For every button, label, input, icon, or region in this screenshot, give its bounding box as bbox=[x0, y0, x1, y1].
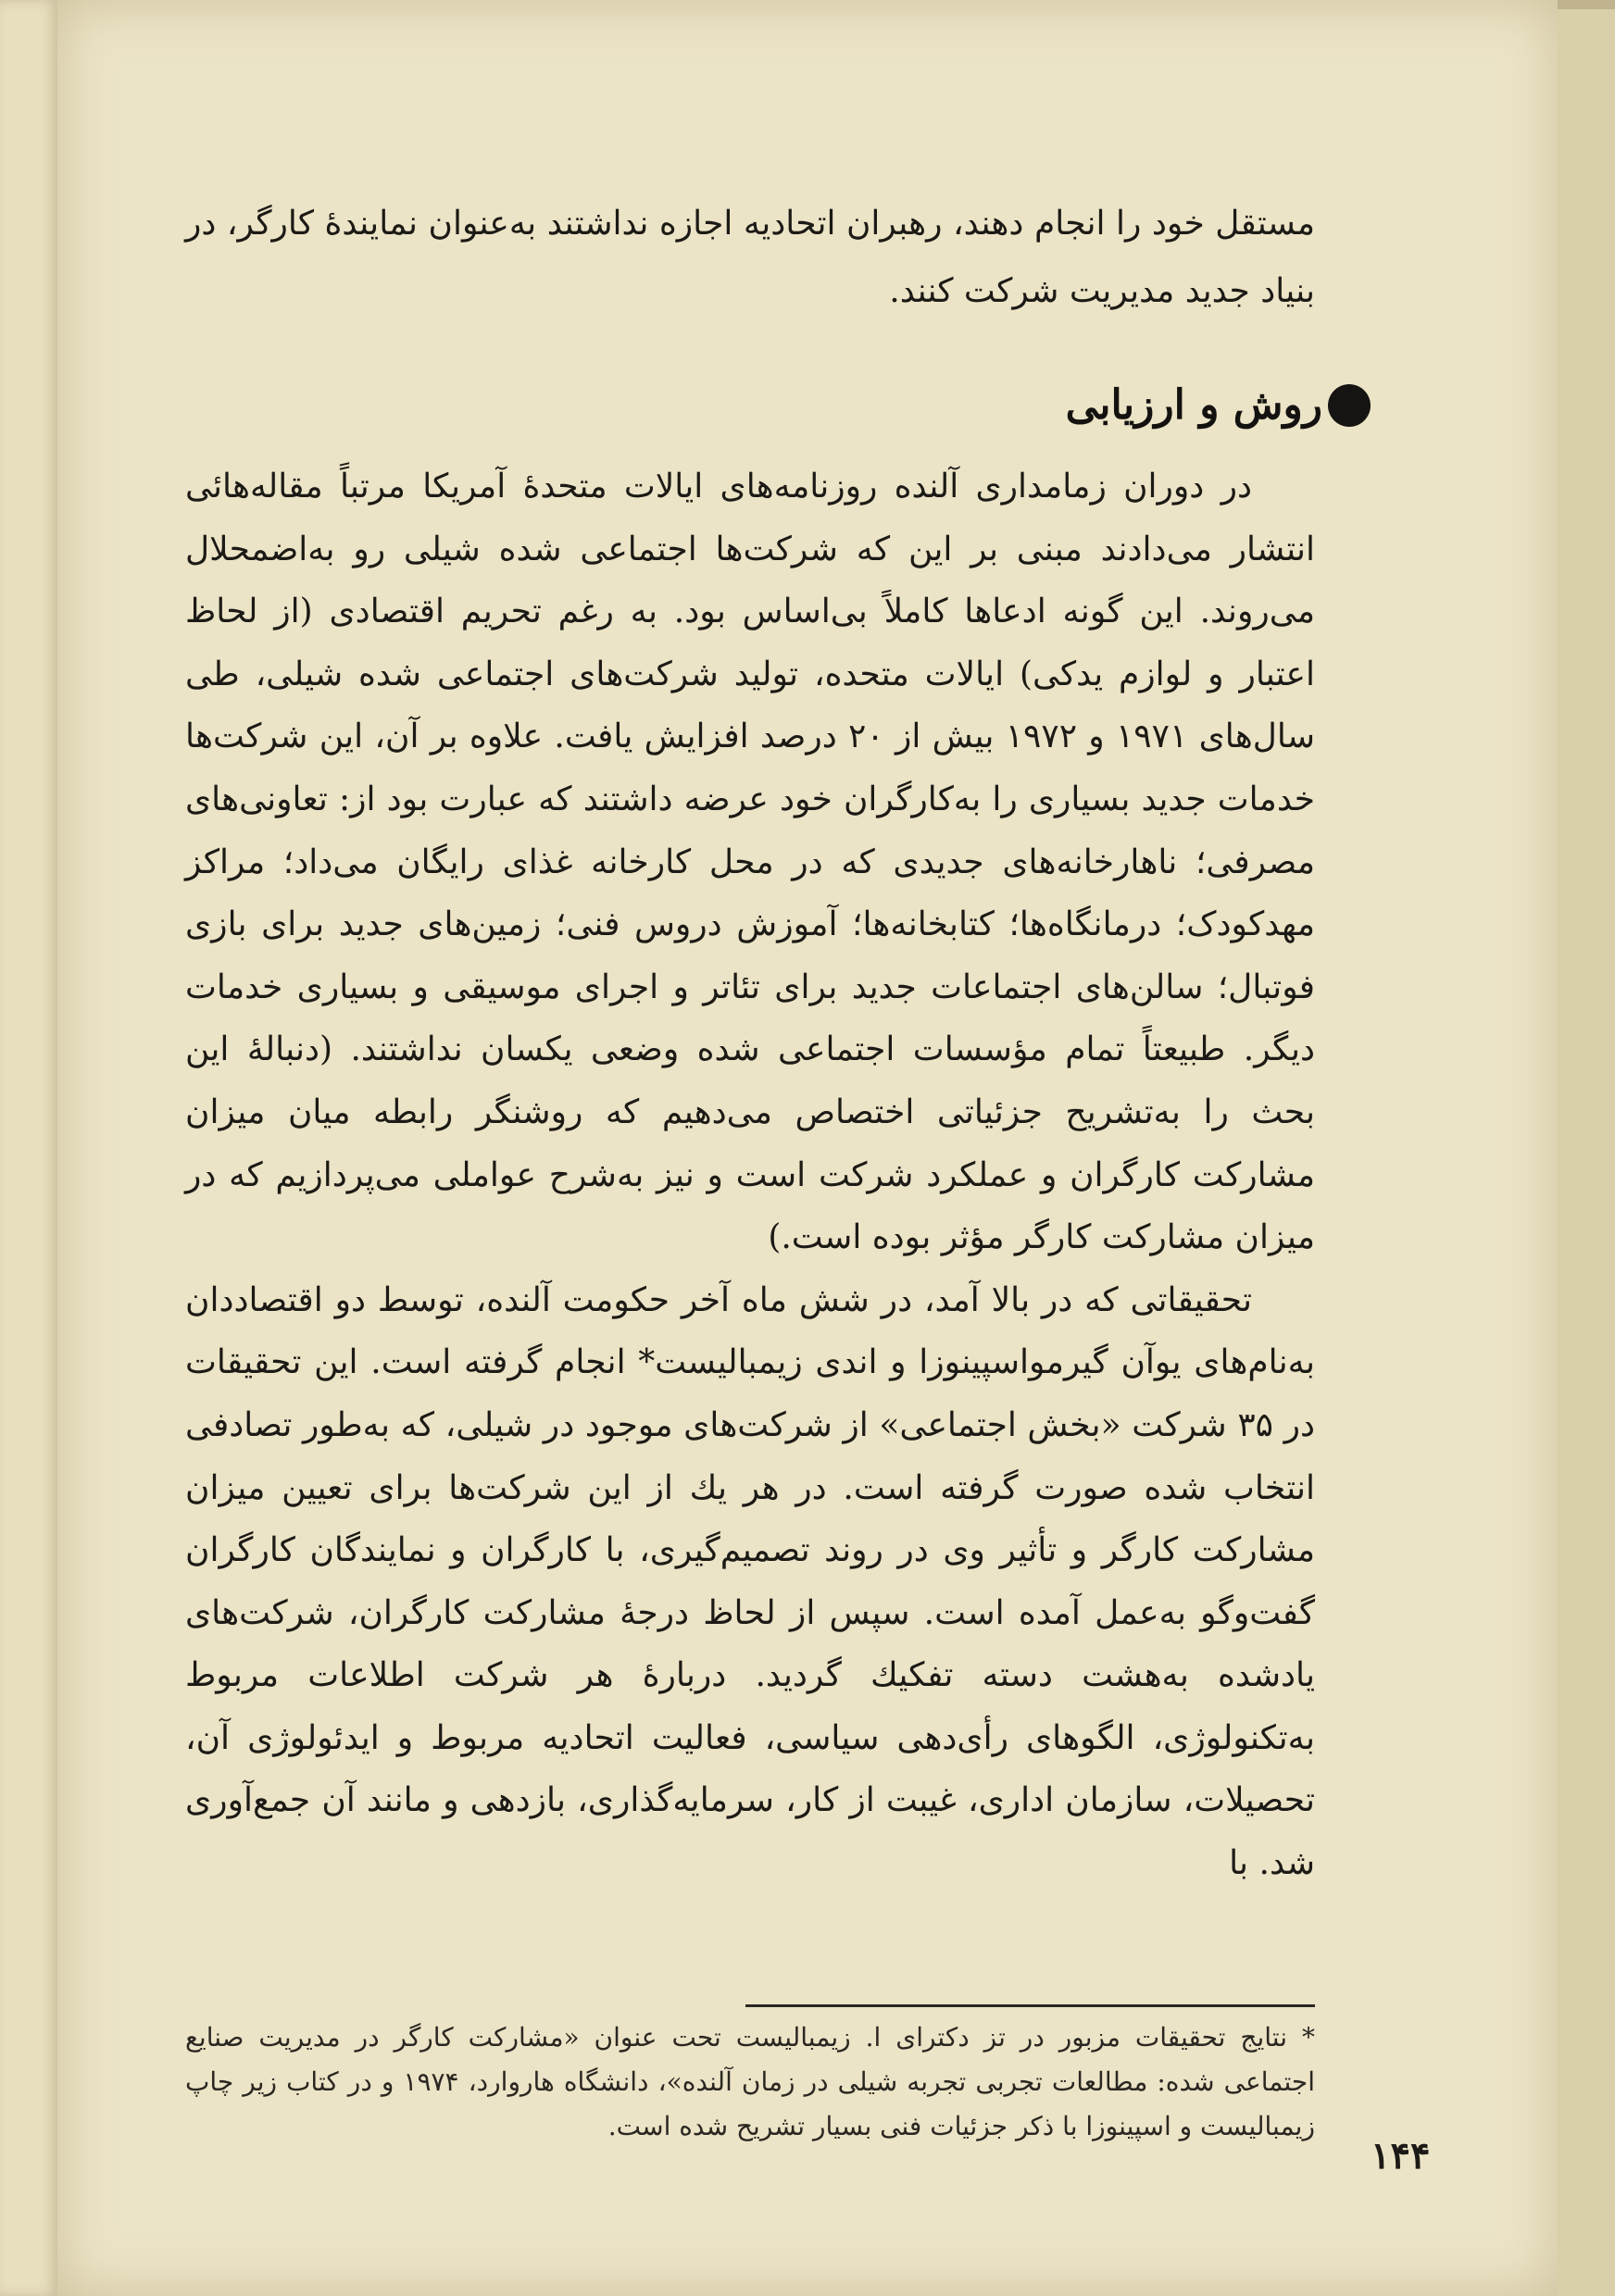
footnote-divider bbox=[745, 2004, 1315, 2007]
intro-paragraph: مستقل خود را انجام دهند، رهبران اتحادیه اجازه نداشتند به‌عنوان نمایندهٔ کارگر، در بنیاد جدید مدیریت شرکت کنند. bbox=[185, 205, 1315, 310]
section-heading bbox=[1066, 381, 1371, 429]
bullet-icon bbox=[1328, 384, 1371, 427]
footnote: * نتایج تحقیقات مزبور در تز دکترای ا. زیمبالیست تحت عنوان «مشارکت کارگر در مدیریت صنایع اجتماعی شده: مطالعات تجربی تجربه شیلی در زمان آلنده»، دانشگاه هاروارد، ۱۹۷۴ و در کتاب زیر چاپ زیمبالیست و اسپینوزا با ذکر جزئیات فنی بسیار تشریح شده است. bbox=[185, 2022, 1315, 2141]
page-number: ۱۴۴ bbox=[1371, 2134, 1431, 2177]
body-paragraph-2: تحقیقاتی که در بالا آمد، در شش ماه آخر حکومت آلنده، توسط دو اقتصاددان به‌نام‌های یوآن گیرمواسپینوزا و اندی زیمبالیست* انجام گرفته است. این تحقیقات در ۳۵ شرکت «بخش اجتماعی» از شرکت‌های موجود در شیلی، که به‌طور تصادفی انتخاب شده صورت گرفته است. در هر یك از این شرکت‌ها برای تعیین میزان مشارکت کارگر و تأثیر وی در روند تصمیم‌گیری، با کارگران و نمایندگان کارگران گفت‌وگو به‌عمل آمده است. سپس از لحاظ درجهٔ مشارکت کارگران، شرکت‌های یادشده به‌هشت دسته تفکیك گردید. دربارهٔ هر شرکت اطلاعات مربوط به‌تکنولوژی، الگوهای رأی‌دهی سیاسی، فعالیت اتحادیه مربوط و ایدئولوژی آن، تحصیلات، سازمان اداری، غیبت از کار، سرمایه‌گذاری، بازدهی و مانند آن جمع‌آوری شد. با bbox=[185, 1280, 1315, 1883]
page-binding-strip bbox=[0, 0, 57, 2296]
section-heading-text: روش و ارزیابی bbox=[1065, 381, 1322, 429]
body-paragraph-1: در دوران زمامداری آلنده روزنامه‌های ایالات متحدهٔ آمریکا مرتباً مقاله‌هائی انتشار می‌دادند مبنی بر این که شرکت‌ها اجتماعی شده شیلی رو به‌اضمحلال می‌روند. این گونه ادعاها کاملاً بی‌اساس بود. به رغم تحریم اقتصادی (از لحاظ اعتبار و لوازم یدکی) ایالات متحده، تولید شرکت‌های اجتماعی شده شیلی، طی سال‌های ۱۹۷۱ و ۱۹۷۲ بیش از ۲۰ درصد افزایش یافت. علاوه بر آن، این شرکت‌ها خدمات جدید بسیاری را به‌کارگران خود عرضه داشتند که عبارت بود از: تعاونی‌های مصرفی؛ ناهارخانه‌های جدیدی که در محل کارخانه غذای رایگان می‌داد؛ مراکز مهدکودک؛ درمانگاه‌ها؛ کتابخانه‌ها؛ آموزش دروس فنی؛ زمین‌های جدید برای بازی فوتبال؛ سالن‌های اجتماعات جدید برای تئاتر و اجرای موسیقی و بسیاری خدمات دیگر. طبیعتاً تمام مؤسسات اجتماعی شده وضعی یکسان نداشتند. (دنبالهٔ این بحث را به‌تشریح جزئیاتی اختصاص می‌دهیم که روشنگر رابطه میان میزان مشارکت کارگران و عملکرد شرکت است و نیز به‌شرح عواملی می‌پردازیم که در میزان مشارکت کارگر مؤثر بوده است.) bbox=[185, 468, 1316, 1257]
body-text bbox=[185, 455, 1315, 1895]
